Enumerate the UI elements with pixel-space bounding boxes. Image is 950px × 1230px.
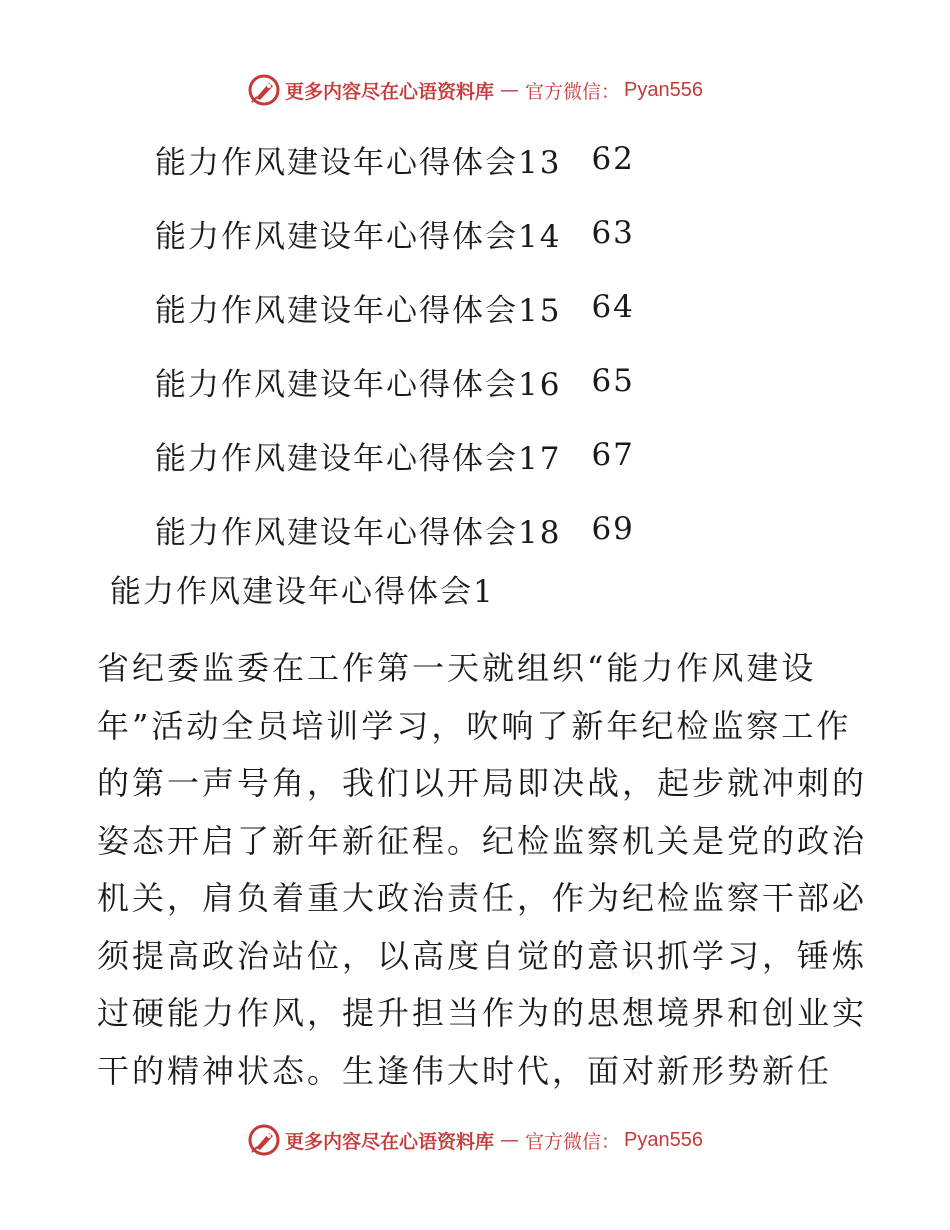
toc-entry-title: 能力作风建设年心得体会17 <box>155 440 562 477</box>
banner-dash: — <box>500 1129 520 1151</box>
banner-wechat-id: Pyan556 <box>624 1128 703 1151</box>
body-line: 的第一声号角，我们以开局即决战，起步就冲刺的 <box>97 764 868 802</box>
toc-entry-page: 62 <box>591 141 635 177</box>
body-line: 机关，肩负着重大政治责任，作为纪检监察干部必 <box>97 879 868 917</box>
toc-entry[interactable] <box>155 418 635 492</box>
body-line: 年”活动全员培训学习，吹响了新年纪检监察工作 <box>97 706 852 745</box>
toc-entry[interactable] <box>155 122 635 196</box>
banner-text: 更多内容尽在心语资料库 <box>285 80 495 103</box>
pen-nib-logo-icon <box>247 1123 281 1157</box>
banner-dash: — <box>500 79 520 101</box>
toc-entry[interactable] <box>155 270 635 344</box>
section-heading: 能力作风建设年心得体会1 <box>110 574 495 610</box>
body-line: 姿态开启了新年新征程。纪检监察机关是党的政治 <box>97 821 868 860</box>
toc-entry-page: 67 <box>591 437 635 473</box>
toc-entry-title: 能力作风建设年心得体会13 <box>155 144 562 181</box>
toc-entry[interactable] <box>155 344 635 418</box>
toc-entry-page: 69 <box>591 511 635 547</box>
footer-banner <box>0 1120 950 1160</box>
table-of-contents <box>155 122 635 566</box>
body-line: 省纪委监委在工作第一天就组织“能力作风建设 <box>97 649 817 687</box>
pen-nib-logo-icon <box>247 73 281 107</box>
body-line: 过硬能力作风，提升担当作为的思想境界和创业实 <box>97 994 868 1032</box>
toc-entry-title: 能力作风建设年心得体会14 <box>155 218 562 255</box>
toc-entry-title: 能力作风建设年心得体会15 <box>155 292 562 329</box>
banner-text: 更多内容尽在心语资料库 <box>285 1130 495 1153</box>
toc-entry-page: 63 <box>591 215 635 251</box>
toc-entry[interactable] <box>155 492 635 566</box>
banner-official-label: 官方微信： <box>525 80 621 103</box>
toc-entry-title: 能力作风建设年心得体会16 <box>155 366 562 403</box>
toc-entry-page: 64 <box>591 289 635 325</box>
body-line: 须提高政治站位，以高度自觉的意识抓学习，锤炼 <box>97 936 868 975</box>
banner-wechat-id: Pyan556 <box>624 78 703 101</box>
body-paragraph <box>97 640 868 1100</box>
banner-official-label: 官方微信： <box>525 1130 621 1153</box>
header-banner <box>0 70 950 110</box>
toc-entry-page: 65 <box>591 363 635 399</box>
toc-entry-title: 能力作风建设年心得体会18 <box>155 514 562 551</box>
body-line: 干的精神状态。生逢伟大时代，面对新形势新任 <box>97 1051 833 1090</box>
toc-entry[interactable] <box>155 196 635 270</box>
